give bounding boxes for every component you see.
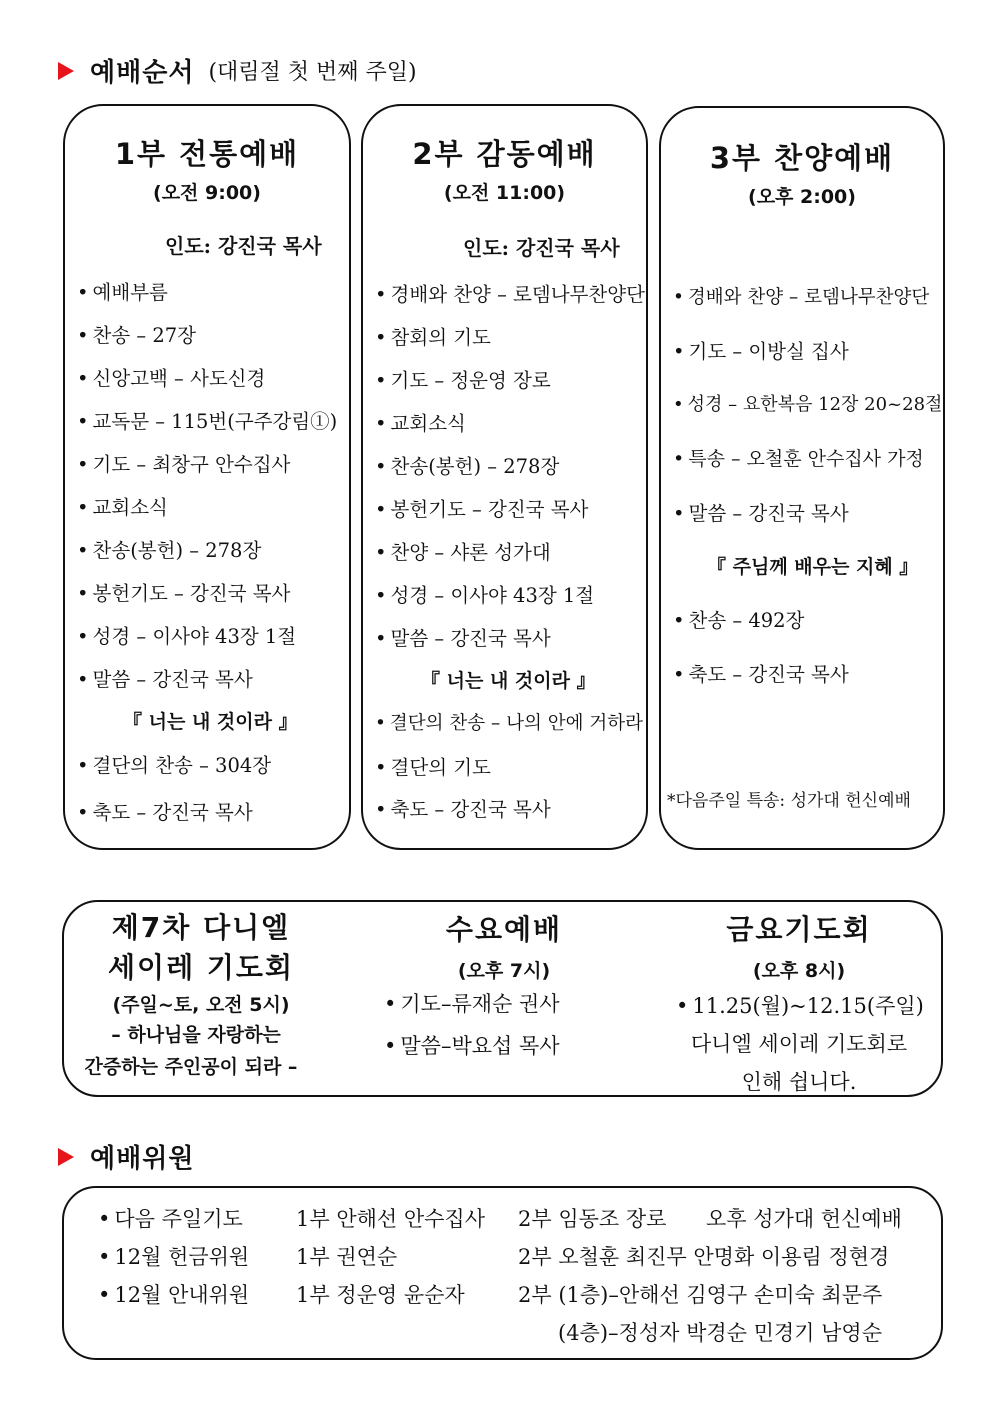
service-time: (오후 2:00) <box>748 186 856 208</box>
friday-title: 금요기도회 <box>726 913 872 946</box>
order-item: • 신앙고백 – 사도신경 <box>77 363 265 391</box>
order-item: • 찬송 – 27장 <box>77 320 196 348</box>
order-item: • 성경 – 이사야 43장 1절 <box>375 580 594 608</box>
sermon-title: 『 주님께 배우는 지혜 』 <box>707 556 919 578</box>
worship-order-header <box>58 52 417 89</box>
order-item: • 봉헌기도 – 강진국 목사 <box>77 578 290 606</box>
order-item: • 결단의 찬송 – 나의 안에 거하라 <box>375 709 643 735</box>
order-item: • 봉헌기도 – 강진국 목사 <box>375 494 588 522</box>
order-item: • 교독문 – 115번(구주강림①) <box>77 406 337 434</box>
order-item: • 축도 – 강진국 목사 <box>673 659 849 687</box>
offering-part2: 2부 오철훈 최진무 안명화 이용림 정현경 <box>518 1245 890 1269</box>
daniel-title-line1: 제7차 다니엘 <box>111 911 291 944</box>
order-item: • 예배부름 <box>77 277 168 305</box>
order-item: • 성경 – 이사야 43장 1절 <box>77 621 296 649</box>
daniel-title-line2: 세이레 기도회 <box>107 951 295 984</box>
wednesday-item: • 기도–류재순 권사 <box>384 988 560 1018</box>
wednesday-title: 수요예배 <box>445 913 563 946</box>
daniel-time: (주일~토, 오전 5시) <box>112 994 290 1016</box>
usher-part2-line2: (4층)–정성자 박경순 민경기 남영순 <box>558 1321 882 1345</box>
red-triangle-icon <box>58 62 74 80</box>
service-leader: 인도: 강진국 목사 <box>165 234 322 258</box>
order-item: • 말씀 – 강진국 목사 <box>375 623 551 651</box>
service-1-card <box>63 104 351 850</box>
prayer-part1: 1부 안해선 안수집사 <box>296 1207 485 1231</box>
members-card <box>62 1186 943 1360</box>
wednesday-time: (오후 7시) <box>457 960 551 982</box>
friday-time: (오후 8시) <box>752 960 846 982</box>
usher-label: • 12월 안내위원 <box>98 1279 249 1309</box>
prayer-label: • 다음 주일기도 <box>98 1203 243 1233</box>
order-item: • 찬송(봉헌) – 278장 <box>375 451 559 479</box>
order-item: • 기도 – 정운영 장로 <box>375 365 551 393</box>
sermon-title: 『 너는 내 것이라 』 <box>421 670 596 692</box>
order-item: • 기도 – 최창구 안수집사 <box>77 449 290 477</box>
order-item: • 성경 – 요한복음 12장 20~28절 <box>673 390 942 416</box>
sermon-title: 『 너는 내 것이라 』 <box>123 711 298 733</box>
service-leader: 인도: 강진국 목사 <box>463 236 620 260</box>
red-triangle-icon <box>58 1148 74 1166</box>
order-item: • 특송 – 오철훈 안수집사 가정 <box>673 444 924 471</box>
next-week-note: *다음주일 특송: 성가대 헌신예배 <box>667 791 911 811</box>
order-item: • 결단의 기도 <box>375 752 491 780</box>
service-time: (오전 9:00) <box>153 182 261 204</box>
friday-note-line2: 인해 쉽니다. <box>741 1070 857 1094</box>
order-item: • 교회소식 <box>375 408 466 436</box>
order-item: • 말씀 – 강진국 목사 <box>673 498 849 526</box>
weekly-services-card <box>62 900 943 1097</box>
order-item: • 말씀 – 강진국 목사 <box>77 664 253 692</box>
order-item: • 찬송 – 492장 <box>673 605 804 633</box>
section-subtitle: (대림절 첫 번째 주일) <box>208 60 417 85</box>
service-title: 1부 전통예배 <box>114 137 300 171</box>
order-item: • 축도 – 강진국 목사 <box>77 797 253 825</box>
offering-label: • 12월 헌금위원 <box>98 1241 249 1271</box>
section-title: 예배순서 <box>90 58 195 88</box>
order-item: • 참회의 기도 <box>375 322 491 350</box>
order-item: • 경배와 찬양 – 로뎀나무찬양단 <box>375 279 645 307</box>
prayer-afternoon: 오후 성가대 헌신예배 <box>706 1207 902 1231</box>
order-item: • 기도 – 이방실 집사 <box>673 336 849 364</box>
service-time: (오전 11:00) <box>443 182 566 204</box>
service-title: 3부 찬양예배 <box>709 141 895 175</box>
wednesday-item: • 말씀–박요섭 목사 <box>384 1030 560 1060</box>
order-item: • 찬양 – 샤론 성가대 <box>375 537 551 565</box>
offering-part1: 1부 권연순 <box>296 1245 398 1269</box>
service-title: 2부 감동예배 <box>412 137 597 171</box>
service-3-card <box>659 106 945 850</box>
order-item: • 찬송(봉헌) – 278장 <box>77 535 261 563</box>
order-item: • 교회소식 <box>77 492 168 520</box>
order-item: • 축도 – 강진국 목사 <box>375 794 551 822</box>
order-item: • 경배와 찬양 – 로뎀나무찬양단 <box>673 283 929 309</box>
daniel-theme-line1: – 하나님을 자랑하는 <box>111 1024 281 1046</box>
usher-part2-line1: 2부 (1층)–안해선 김영구 손미숙 최문주 <box>518 1283 883 1307</box>
daniel-theme-line2: 간증하는 주인공이 되라 – <box>84 1056 298 1078</box>
service-2-card <box>361 104 648 850</box>
prayer-part2: 2부 임동조 장로 <box>518 1207 667 1231</box>
friday-note-line1: 다니엘 세이레 기도회로 <box>690 1032 908 1056</box>
friday-item: • 11.25(월)~12.15(주일) <box>676 990 924 1020</box>
members-header <box>58 1138 194 1175</box>
order-item: • 결단의 찬송 – 304장 <box>77 750 271 778</box>
usher-part1: 1부 정운영 윤순자 <box>296 1283 465 1307</box>
section-title: 예배위원 <box>90 1144 195 1174</box>
